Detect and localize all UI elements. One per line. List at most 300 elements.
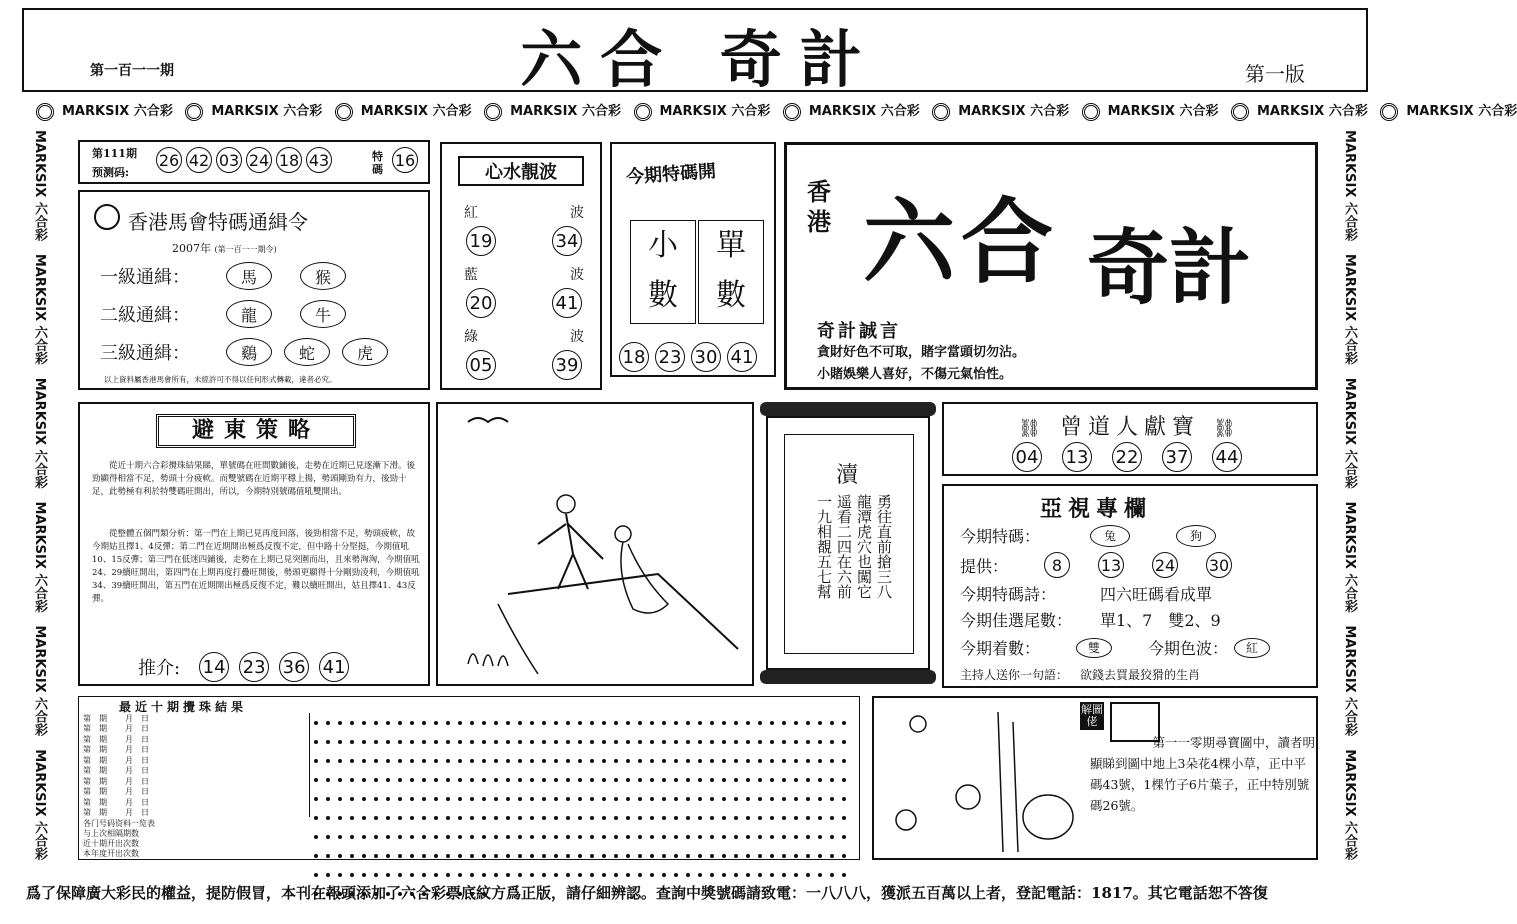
grid-dot — [818, 740, 822, 744]
grid-dot — [626, 740, 630, 744]
grid-dot — [758, 740, 762, 744]
grid-dot — [710, 778, 714, 782]
grid-dot — [374, 797, 378, 801]
grid-dot — [326, 759, 330, 763]
grid-dot — [734, 873, 738, 877]
grid-dot — [314, 759, 318, 763]
grid-dot — [470, 873, 474, 877]
grid-dot — [806, 797, 810, 801]
grid-dot — [686, 778, 690, 782]
grid-dot — [758, 873, 762, 877]
grid-dot — [722, 797, 726, 801]
wanted-row: 一級通緝： 馬 猴 — [100, 262, 352, 290]
grid-dot — [734, 759, 738, 763]
color-group-red: 紅 波 19 34 — [464, 202, 584, 256]
grid-dot — [374, 873, 378, 877]
grid-dot — [626, 797, 630, 801]
grid-dot — [722, 816, 726, 820]
grid-dot — [566, 816, 570, 820]
grid-dot — [734, 740, 738, 744]
grid-dot — [782, 854, 786, 858]
grid-dot — [410, 721, 414, 725]
grid-dot — [566, 797, 570, 801]
grid-dot — [554, 797, 558, 801]
grid-dot — [710, 835, 714, 839]
grid-dot — [494, 759, 498, 763]
wanted-box — [78, 190, 430, 390]
grid-dot — [746, 740, 750, 744]
grid-dot — [746, 816, 750, 820]
grid-dot — [746, 797, 750, 801]
grid-dot — [446, 816, 450, 820]
hkjc-logo-icon — [94, 204, 120, 230]
number-ball: 42 — [186, 147, 212, 173]
scroll-title: 瀆 — [836, 463, 859, 488]
grid-dot — [674, 778, 678, 782]
grid-dot — [842, 835, 846, 839]
grid-dot — [530, 759, 534, 763]
illustration-box — [436, 402, 754, 686]
number-ball: 03 — [216, 147, 242, 173]
grid-dot — [482, 740, 486, 744]
grid-dot — [350, 797, 354, 801]
grid-dot — [386, 740, 390, 744]
grid-dot — [626, 835, 630, 839]
grid-dot — [650, 759, 654, 763]
grid-dot — [614, 835, 618, 839]
grid-dot — [770, 759, 774, 763]
grid-dot — [542, 873, 546, 877]
grid-dot — [722, 740, 726, 744]
grid-dot — [530, 721, 534, 725]
grid-dot — [674, 854, 678, 858]
grid-dot — [434, 740, 438, 744]
flower-icon — [1231, 103, 1249, 121]
page-title: 六合 奇計 — [520, 23, 880, 96]
grid-dot — [458, 721, 462, 725]
grid-dot — [650, 797, 654, 801]
grid-dot — [494, 721, 498, 725]
grid-dot — [374, 721, 378, 725]
grid-dot — [350, 835, 354, 839]
grid-dot — [410, 740, 414, 744]
grid-dot — [638, 740, 642, 744]
grid-dot — [542, 816, 546, 820]
grid-dot — [806, 873, 810, 877]
grid-dot — [458, 854, 462, 858]
grid-dot — [734, 797, 738, 801]
grid-dot — [362, 873, 366, 877]
marquee-left: MARKSIX 六合彩 MARKSIX 六合彩 MARKSIX 六合彩 MARKSIX 六合彩 MARKSIX 六合彩 MARKSIX 六合彩 — [32, 130, 47, 861]
grid-dot — [578, 740, 582, 744]
grid-dot — [614, 797, 618, 801]
grid-dot — [578, 778, 582, 782]
grid-dot — [350, 759, 354, 763]
grid-dot — [770, 740, 774, 744]
grid-dot — [674, 759, 678, 763]
grid-dot — [482, 797, 486, 801]
grid-dot — [542, 759, 546, 763]
grid-dot — [422, 854, 426, 858]
grid-dot — [830, 854, 834, 858]
grid-dot — [590, 854, 594, 858]
grid-dot — [830, 778, 834, 782]
grid-dot — [542, 721, 546, 725]
banner-motto-title: 奇計誠言 — [817, 321, 901, 342]
grid-dot — [326, 797, 330, 801]
grid-dot — [362, 721, 366, 725]
grid-dot — [794, 778, 798, 782]
bowtie-icon: ⛓ — [1213, 418, 1242, 439]
grid-dot — [566, 854, 570, 858]
grid-dot — [410, 835, 414, 839]
grid-dot — [590, 797, 594, 801]
grid-dot — [458, 778, 462, 782]
grid-dot — [350, 740, 354, 744]
grid-dot — [686, 759, 690, 763]
grid-dot — [614, 854, 618, 858]
grid-dot — [374, 854, 378, 858]
grid-dot — [482, 816, 486, 820]
grid-dot — [374, 778, 378, 782]
grid-dot — [482, 721, 486, 725]
grid-dot — [638, 854, 642, 858]
grid-dot — [506, 740, 510, 744]
results-grid — [309, 713, 854, 817]
grid-dot — [674, 740, 678, 744]
asia-poem-row: 今期特碼詩： 四六旺碼看成單 — [960, 585, 1213, 604]
grid-dot — [362, 797, 366, 801]
grid-dot — [806, 759, 810, 763]
grid-dot — [542, 797, 546, 801]
grid-dot — [338, 797, 342, 801]
grid-dot — [350, 816, 354, 820]
scroll-line: 一九相覩五七幫 — [815, 494, 833, 599]
grid-dot — [758, 797, 762, 801]
grid-dot — [494, 816, 498, 820]
grid-dot — [566, 835, 570, 839]
grid-dot — [830, 721, 834, 725]
grid-dot — [422, 740, 426, 744]
small-number-card: 小 數 — [630, 220, 696, 324]
grid-dot — [350, 854, 354, 858]
grid-dot — [602, 797, 606, 801]
grid-dot — [578, 835, 582, 839]
grid-dot — [554, 835, 558, 839]
grid-dot — [602, 854, 606, 858]
grid-dot — [602, 740, 606, 744]
grid-dot — [350, 873, 354, 877]
grid-dot — [542, 778, 546, 782]
grid-dot — [362, 778, 366, 782]
scroll-line: 遥看二四在六前 — [835, 494, 853, 599]
grid-dot — [770, 835, 774, 839]
flower-icon — [634, 103, 652, 121]
wanted-footnote: 以上資料屬香港馬會所有，未經許可不得以任何形式轉載，違者必究。 — [104, 375, 337, 384]
grid-dot — [326, 740, 330, 744]
grid-dot — [830, 797, 834, 801]
grid-dot — [494, 740, 498, 744]
marquee-right: MARKSIX 六合彩 MARKSIX 六合彩 MARKSIX 六合彩 MARKSIX 六合彩 MARKSIX 六合彩 MARKSIX 六合彩 — [1342, 130, 1357, 861]
grid-dot — [794, 759, 798, 763]
grid-dot — [422, 721, 426, 725]
grid-dot — [602, 835, 606, 839]
grid-dot — [386, 873, 390, 877]
grid-dot — [542, 740, 546, 744]
flower-icon — [36, 103, 54, 121]
grid-dot — [338, 873, 342, 877]
grid-dot — [818, 759, 822, 763]
banner-hk: 香港 — [807, 177, 831, 236]
number-ball: 18 — [276, 147, 302, 173]
grid-dot — [434, 854, 438, 858]
grid-dot — [794, 740, 798, 744]
results-footer: 各门号码资料一览表 与上次相隔期数 近十期开出次数 本年度开出次数 — [83, 819, 155, 858]
grid-dot — [638, 721, 642, 725]
grid-dot — [578, 721, 582, 725]
grid-dot — [386, 835, 390, 839]
grid-dot — [374, 835, 378, 839]
grid-dot — [698, 835, 702, 839]
grid-dot — [458, 816, 462, 820]
grid-dot — [386, 759, 390, 763]
grid-dot — [770, 778, 774, 782]
grid-dot — [638, 759, 642, 763]
grid-dot — [566, 721, 570, 725]
grid-dot — [842, 854, 846, 858]
grid-dot — [710, 759, 714, 763]
grid-dot — [398, 873, 402, 877]
treasure-map-illustration — [878, 702, 1078, 858]
grid-dot — [446, 778, 450, 782]
grid-dot — [398, 854, 402, 858]
grid-dot — [842, 759, 846, 763]
grid-dot — [770, 797, 774, 801]
grid-dot — [338, 721, 342, 725]
grid-dot — [686, 854, 690, 858]
grid-dot — [590, 873, 594, 877]
grid-dot — [530, 835, 534, 839]
grid-dot — [458, 797, 462, 801]
banner-title-1: 六合 — [863, 189, 1060, 296]
grid-dot — [314, 854, 318, 858]
scroll-line: 龍潭虎穴也闖它 — [855, 494, 873, 599]
grid-dot — [710, 873, 714, 877]
grid-dot — [734, 721, 738, 725]
grid-dot — [758, 721, 762, 725]
grid-dot — [686, 816, 690, 820]
grid-dot — [698, 797, 702, 801]
grid-dot — [398, 816, 402, 820]
prediction-numbers — [154, 147, 334, 173]
puzzle-tag: 解圖佬 — [1081, 703, 1103, 728]
grid-dot — [362, 816, 366, 820]
grid-dot — [746, 721, 750, 725]
grid-dot — [458, 740, 462, 744]
grid-dot — [542, 854, 546, 858]
grid-dot — [446, 873, 450, 877]
grid-dot — [590, 759, 594, 763]
grid-dot — [458, 759, 462, 763]
grid-dot — [506, 854, 510, 858]
grid-dot — [458, 873, 462, 877]
grid-dot — [530, 740, 534, 744]
grid-dot — [386, 816, 390, 820]
grid-dot — [578, 816, 582, 820]
grid-dot — [338, 854, 342, 858]
grid-dot — [554, 740, 558, 744]
grid-dot — [830, 816, 834, 820]
scroll-paper — [766, 416, 930, 670]
grid-dot — [566, 759, 570, 763]
grid-dot — [554, 759, 558, 763]
daoren-box — [942, 402, 1318, 476]
grid-dot — [674, 721, 678, 725]
grid-dot — [818, 854, 822, 858]
grid-dot — [662, 816, 666, 820]
grid-dot — [722, 778, 726, 782]
grid-dot — [518, 797, 522, 801]
grid-dot — [782, 835, 786, 839]
bowtie-icon: ⛓ — [1018, 418, 1047, 439]
banner-motto-line: 貪財好色不可取，賭字當頭切勿沾。 — [817, 345, 1026, 360]
daoren-numbers: 04 13 22 37 44 — [1002, 442, 1252, 472]
scroll-line: 勇往直前搶三八 — [875, 494, 893, 599]
recommend-label: 推介: — [138, 658, 181, 679]
grid-dot — [734, 835, 738, 839]
grid-dot — [746, 873, 750, 877]
grid-dot — [806, 854, 810, 858]
scroll-box — [760, 402, 936, 688]
grid-dot — [842, 740, 846, 744]
asia-tail-row: 今期佳選尾數： 單1、7 雙2、9 — [960, 611, 1221, 630]
grid-dot — [482, 873, 486, 877]
grid-dot — [770, 854, 774, 858]
grid-dot — [626, 873, 630, 877]
grid-dot — [542, 835, 546, 839]
wanted-year: 2007年 (第一百一一期令) — [172, 242, 277, 255]
grid-dot — [638, 797, 642, 801]
grid-dot — [386, 797, 390, 801]
grid-dot — [326, 778, 330, 782]
grid-dot — [698, 759, 702, 763]
grid-dot — [458, 835, 462, 839]
color-group-green: 綠 波 05 39 — [464, 326, 584, 380]
grid-dot — [446, 721, 450, 725]
grid-dot — [794, 816, 798, 820]
grid-dot — [782, 797, 786, 801]
grid-dot — [506, 778, 510, 782]
grid-dot — [338, 778, 342, 782]
daoren-title: ⛓ 曾道人獻寶 ⛓ — [1018, 415, 1242, 440]
grid-dot — [470, 854, 474, 858]
grid-dot — [782, 816, 786, 820]
grid-dot — [698, 740, 702, 744]
grid-dot — [650, 740, 654, 744]
grid-dot — [830, 835, 834, 839]
grid-dot — [782, 759, 786, 763]
asia-host-row: 主持人送你一句語： 欲錢去買最狡猾的生肖 — [960, 668, 1201, 682]
number-ball: 26 — [156, 147, 182, 173]
grid-dot — [386, 778, 390, 782]
grid-dot — [590, 835, 594, 839]
special-open-numbers: 18 23 30 41 — [616, 342, 760, 372]
grid-dot — [842, 816, 846, 820]
grid-dot — [602, 721, 606, 725]
grid-dot — [662, 759, 666, 763]
grid-dot — [650, 816, 654, 820]
strategy-paragraph: 從近十期六合彩攪珠結果睇，單號碼在旺間數鋪後，走勢在近期已見逐漸下滑。後勁顯得相當不足，勢頭十分疲軟。而雙號碼在近期平穩上揚，勢頭剛勁有力，後勁十足，此勢極有利於特雙碼旺開出，所以，今期特別號碼值吼雙開出。 — [92, 461, 416, 497]
grid-dot — [638, 835, 642, 839]
issue-number: 第一百一一期 — [90, 63, 174, 79]
grid-dot — [518, 721, 522, 725]
grid-dot — [614, 759, 618, 763]
grid-dot — [758, 835, 762, 839]
grid-dot — [770, 873, 774, 877]
grid-dot — [410, 816, 414, 820]
grid-dot — [362, 835, 366, 839]
grid-dot — [350, 778, 354, 782]
grid-dot — [698, 721, 702, 725]
grid-dot — [806, 740, 810, 744]
grid-dot — [410, 778, 414, 782]
grid-dot — [842, 778, 846, 782]
grid-dot — [470, 740, 474, 744]
grid-dot — [350, 721, 354, 725]
grid-dot — [782, 721, 786, 725]
special-number-ball: 16 — [392, 147, 418, 173]
grid-dot — [470, 778, 474, 782]
grid-dot — [734, 778, 738, 782]
asia-special-row: 今期特碼： 兔 狗 — [960, 524, 1222, 547]
grid-dot — [782, 873, 786, 877]
grid-dot — [422, 873, 426, 877]
grid-dot — [782, 740, 786, 744]
grid-dot — [326, 873, 330, 877]
grid-dot — [842, 797, 846, 801]
grid-dot — [698, 816, 702, 820]
grid-dot — [338, 835, 342, 839]
grid-dot — [398, 721, 402, 725]
grid-dot — [710, 816, 714, 820]
grid-dot — [662, 721, 666, 725]
grid-dot — [614, 873, 618, 877]
grid-dot — [578, 873, 582, 877]
grid-dot — [758, 854, 762, 858]
heart-water-box — [440, 142, 602, 390]
grid-dot — [662, 740, 666, 744]
grid-dot — [398, 778, 402, 782]
grid-dot — [422, 816, 426, 820]
grid-dot — [710, 721, 714, 725]
grid-dot — [602, 816, 606, 820]
grid-dot — [314, 816, 318, 820]
grid-dot — [650, 778, 654, 782]
banner-motto-line: 小賭娛樂人喜好，不傷元氣怡性。 — [817, 367, 1013, 382]
wanted-row: 二級通緝： 龍 牛 — [100, 300, 352, 328]
flower-icon — [1082, 103, 1100, 121]
scroll-rod-top — [760, 402, 936, 416]
grid-dot — [794, 854, 798, 858]
grid-dot — [770, 721, 774, 725]
grid-dot — [470, 797, 474, 801]
footer-notice: 爲了保障廣大彩民的權益，提防假冒，本刊在報頭添加了六合彩票底紋方爲正版，請仔細辨認。查詢中獎號碼請致電：一八八八，獲派五百萬以上者，登記電話：1817。其它電話恕不答復 — [26, 884, 1268, 902]
grid-dot — [482, 778, 486, 782]
grid-dot — [806, 835, 810, 839]
banner-title-2: 奇計 — [1087, 221, 1252, 316]
number-ball: 43 — [306, 147, 332, 173]
grid-dot — [530, 873, 534, 877]
